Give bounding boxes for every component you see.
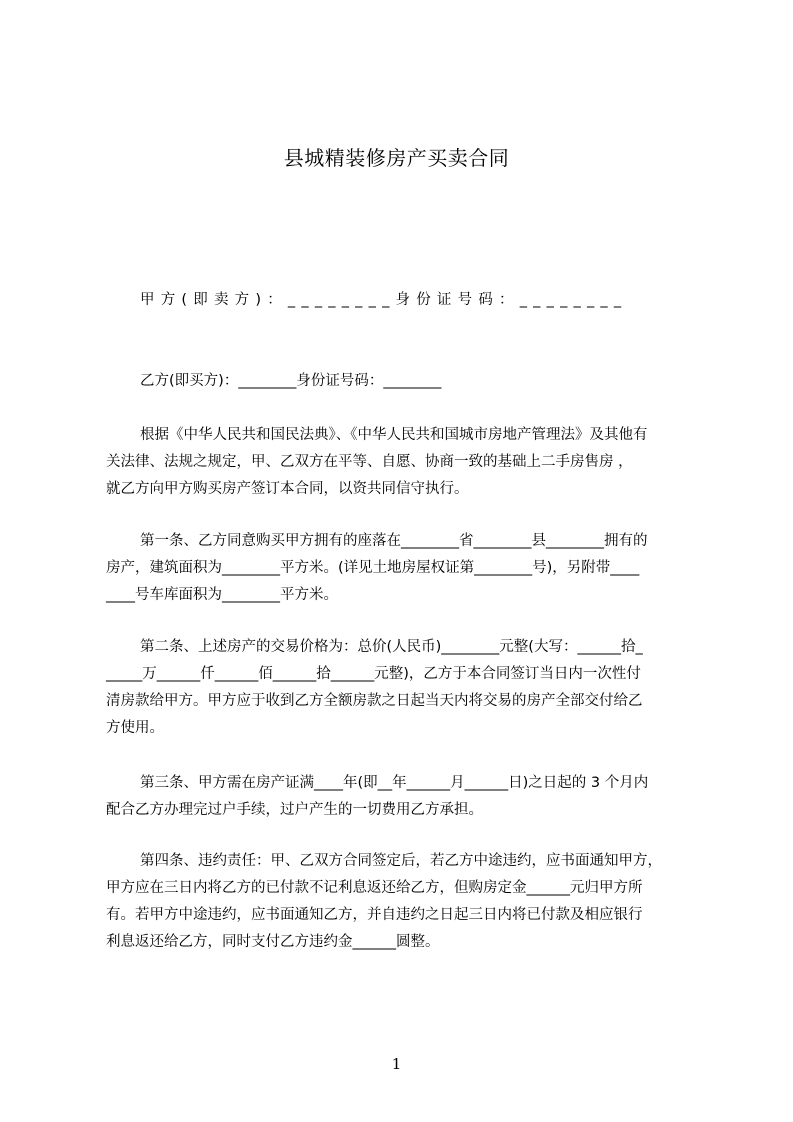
preamble-line: 就乙方向甲方购买房产签订本合同，以资共同信守执行。 [106,481,469,497]
party-a-line: 甲方(即卖方)：________身份证号码：________ [140,292,628,308]
article-4-line: 甲方应在三日内将乙方的已付款不记利息返还给乙方，但购房定金______元归甲方所 [106,880,643,896]
article-2-paragraph [106,634,702,742]
party-b-line: 乙方(即买方)：________身份证号码：________ [140,373,442,389]
article-2-line: 清房款给甲方。甲方应于收到乙方全额房款之日起当天内将交易的房产全部交付给乙 [106,693,643,709]
article-1-line: ____号车库面积为________平方米。 [106,587,338,603]
article-4-paragraph [106,848,702,956]
article-3-line: 配合乙方办理完过户手续，过户产生的一切费用乙方承担。 [106,802,483,818]
article-2-line: 第二条、上述房产的交易价格为：总价(人民币)________元整(大写：______拾_ [140,639,643,655]
article-2-line: _____万______仟______佰______拾______元整)，乙方于本合同签订当日内一次性付 [106,666,641,682]
article-4-line: 有。若甲方中途违约，应书面通知乙方，并自违约之日起三日内将已付款及相应银行 [106,907,643,923]
page-number: 1 [391,1055,402,1073]
article-4-line: 利息返还给乙方，同时支付乙方违约金______圆整。 [106,934,440,950]
preamble-line: 根据《中华人民共和国民法典》、《中华人民共和国城市房地产管理法》及其他有 [140,427,648,443]
article-2-line: 方使用。 [106,720,164,736]
preamble-line: 关法律、法规之规定，甲、乙双方在平等、自愿、协商一致的基础上二手房售房 ， [106,454,633,470]
article-4-line: 第四条、违约责任：甲、乙双方合同签定后，若乙方中途违约，应书面通知甲方， [140,853,662,869]
article-1-line: 第一条、乙方同意购买甲方拥有的座落在________省________县________拥有的 [140,533,648,549]
article-3-paragraph [106,770,702,824]
preamble-paragraph [106,422,702,503]
article-1-paragraph [106,528,702,609]
article-1-line: 房产，建筑面积为________平方米。(详见土地房屋权证第________号)，另附带____ [106,560,640,576]
document-title: 县城精装修房产买卖合同 [283,146,510,170]
article-3-line: 第三条、甲方需在房产证满____年(即__年______月______日)之日起的 3 个月内 [140,775,649,791]
